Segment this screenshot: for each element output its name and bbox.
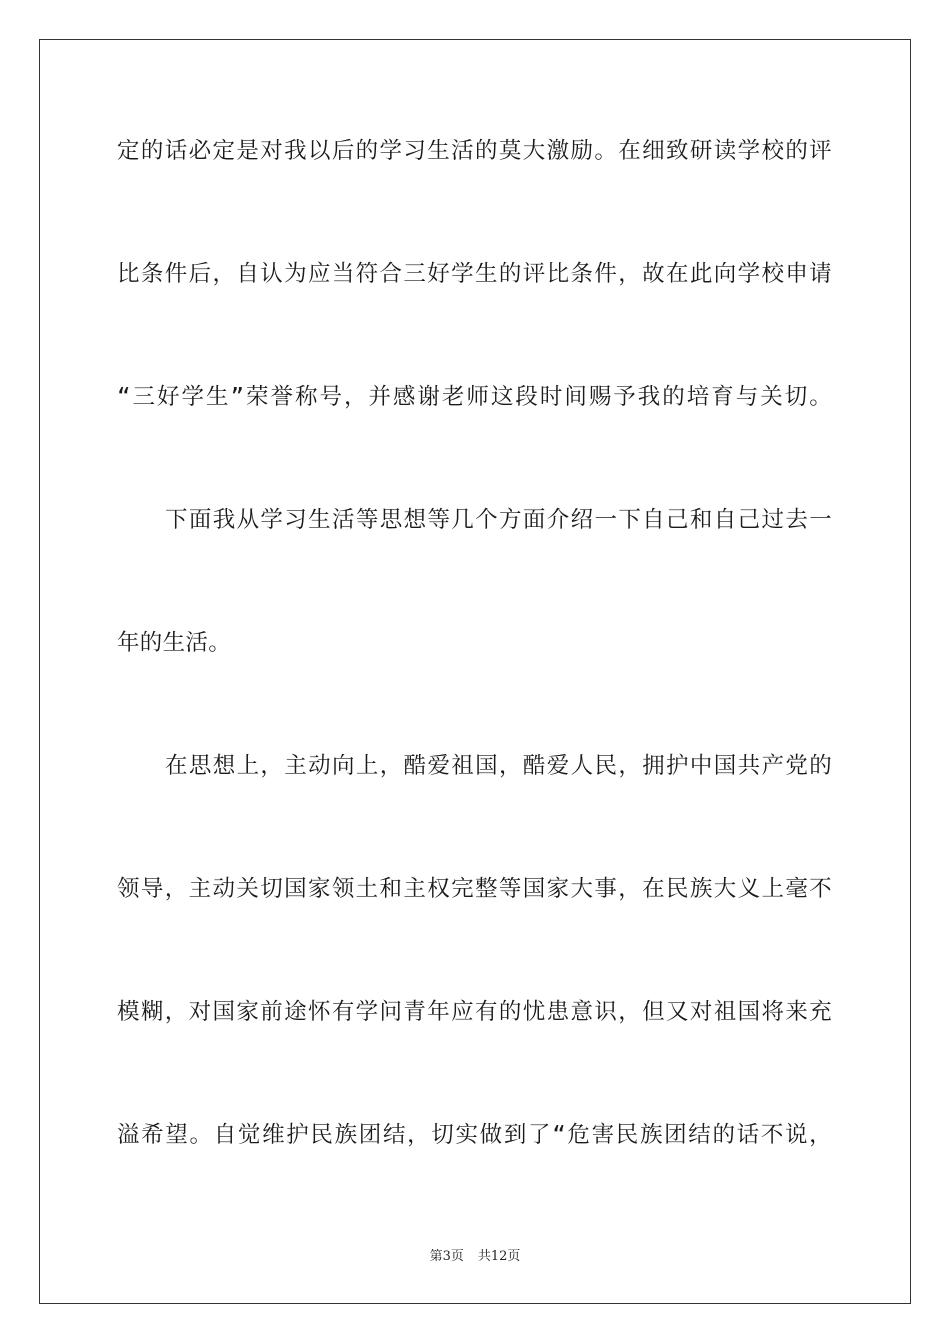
page-footer — [0, 1248, 950, 1266]
total-pages: 共12页 — [477, 1249, 521, 1264]
paragraph-line-4: 下面我从学习生活等思想等几个方面介绍一下自己和自己过去一 — [165, 507, 832, 533]
page-number: 第3页 — [429, 1249, 464, 1264]
paragraph-line-1: 定的话必定是对我以后的学习生活的莫大激励。在细致研读学校的评 — [117, 138, 832, 164]
paragraph-line-9: 溢希望。自觉维护民族团结，切实做到了“危害民族团结的话不说， — [117, 1122, 832, 1148]
paragraph-line-5: 年的生活。 — [117, 630, 232, 656]
page-border — [39, 39, 911, 1304]
paragraph-line-2: 比条件后，自认为应当符合三好学生的评比条件，故在此向学校申请 — [117, 261, 832, 287]
paragraph-line-8: 模糊，对国家前途怀有学问青年应有的忧患意识，但又对祖国将来充 — [117, 999, 832, 1025]
paragraph-line-3: “三好学生”荣誉称号，并感谢老师这段时间赐予我的培育与关切。 — [117, 384, 832, 410]
paragraph-line-7: 领导，主动关切国家领土和主权完整等国家大事，在民族大义上毫不 — [117, 876, 832, 902]
paragraph-line-6: 在思想上，主动向上，酷爱祖国，酷爱人民，拥护中国共产党的 — [165, 753, 832, 779]
